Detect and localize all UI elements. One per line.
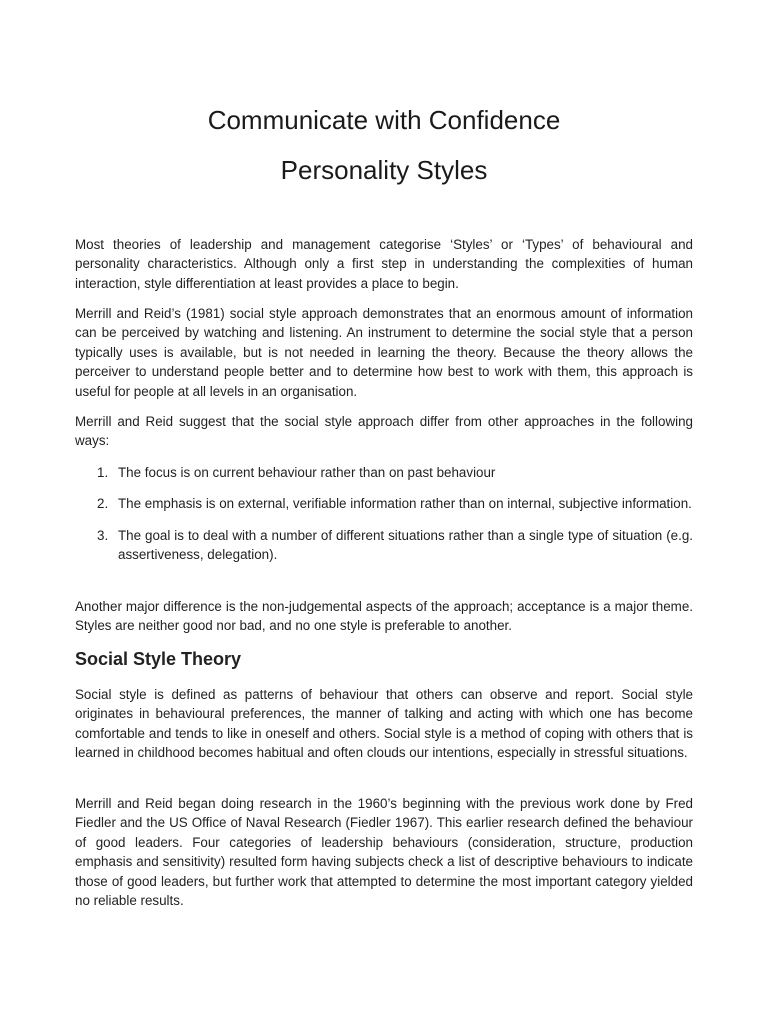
document-title: Communicate with Confidence [207,105,561,135]
list-item-number: 1. [97,465,109,480]
list-item-text: The emphasis is on external, verifiable information rather than on internal, subjective information. [118,496,692,512]
approach-difference-paragraph: Merrill and Reid suggest that the social style approach differ from other approaches in the following ways: [75,414,693,449]
intro-paragraph: Most theories of leadership and management categorise ‘Styles’ or ‘Types’ of behavioural and personality characteristics. Although only a first step in understanding the complexities of human interaction, style differentiation at least provides a place to begin. [75,237,693,291]
differences-list [75,463,693,577]
list-item [75,463,693,482]
list-item-number: 3. [97,527,109,543]
document-subtitle: Personality Styles [280,155,488,185]
list-item-text: The goal is to deal with a number of different situations rather than a single type of situation (e.g. assertiveness, delegation). [118,527,693,563]
section-heading: Social Style Theory [75,649,242,669]
non-judgemental-paragraph: Another major difference is the non-judgemental aspects of the approach; acceptance is a major theme. Styles are neither good nor bad, and no one style is preferable to another. [75,599,693,634]
social-style-definition-paragraph: Social style is defined as patterns of behaviour that others can observe and report. Social style originates in behavioural preferences, the manner of talking and acting with which one has become comfortable and tends to like in oneself and others. Social style is a method of coping with others that is learned in childhood becomes habitual and often clouds our intentions, especially in stressful situations. [75,687,693,761]
list-item [75,494,693,513]
list-item-number: 2. [97,496,109,512]
list-item-text: The focus is on current behaviour rather than on past behaviour [118,465,496,480]
list-item [75,526,693,565]
research-history-paragraph: Merrill and Reid began doing research in the 1960’s beginning with the previous work done by Fred Fiedler and the US Office of Naval Research (Fiedler 1967). This earlier research defined the behaviour of good leaders. Four categories of leadership behaviours (consideration, structure, production emphasis and sensitivity) resulted form having subjects check a list of descriptive behaviours to indicate those of good leaders, but further work that attempted to determine the most important category yielded no reliable results. [75,796,693,909]
merrill-reid-paragraph: Merrill and Reid’s (1981) social style approach demonstrates that an enormous amount of information can be perceived by watching and listening. An instrument to determine the social style that a person typically uses is available, but is not needed in learning the theory. Because the theory allows the perceiver to understand people better and to determine how best to work with them, this approach is useful for people at all levels in an organisation. [75,306,693,399]
